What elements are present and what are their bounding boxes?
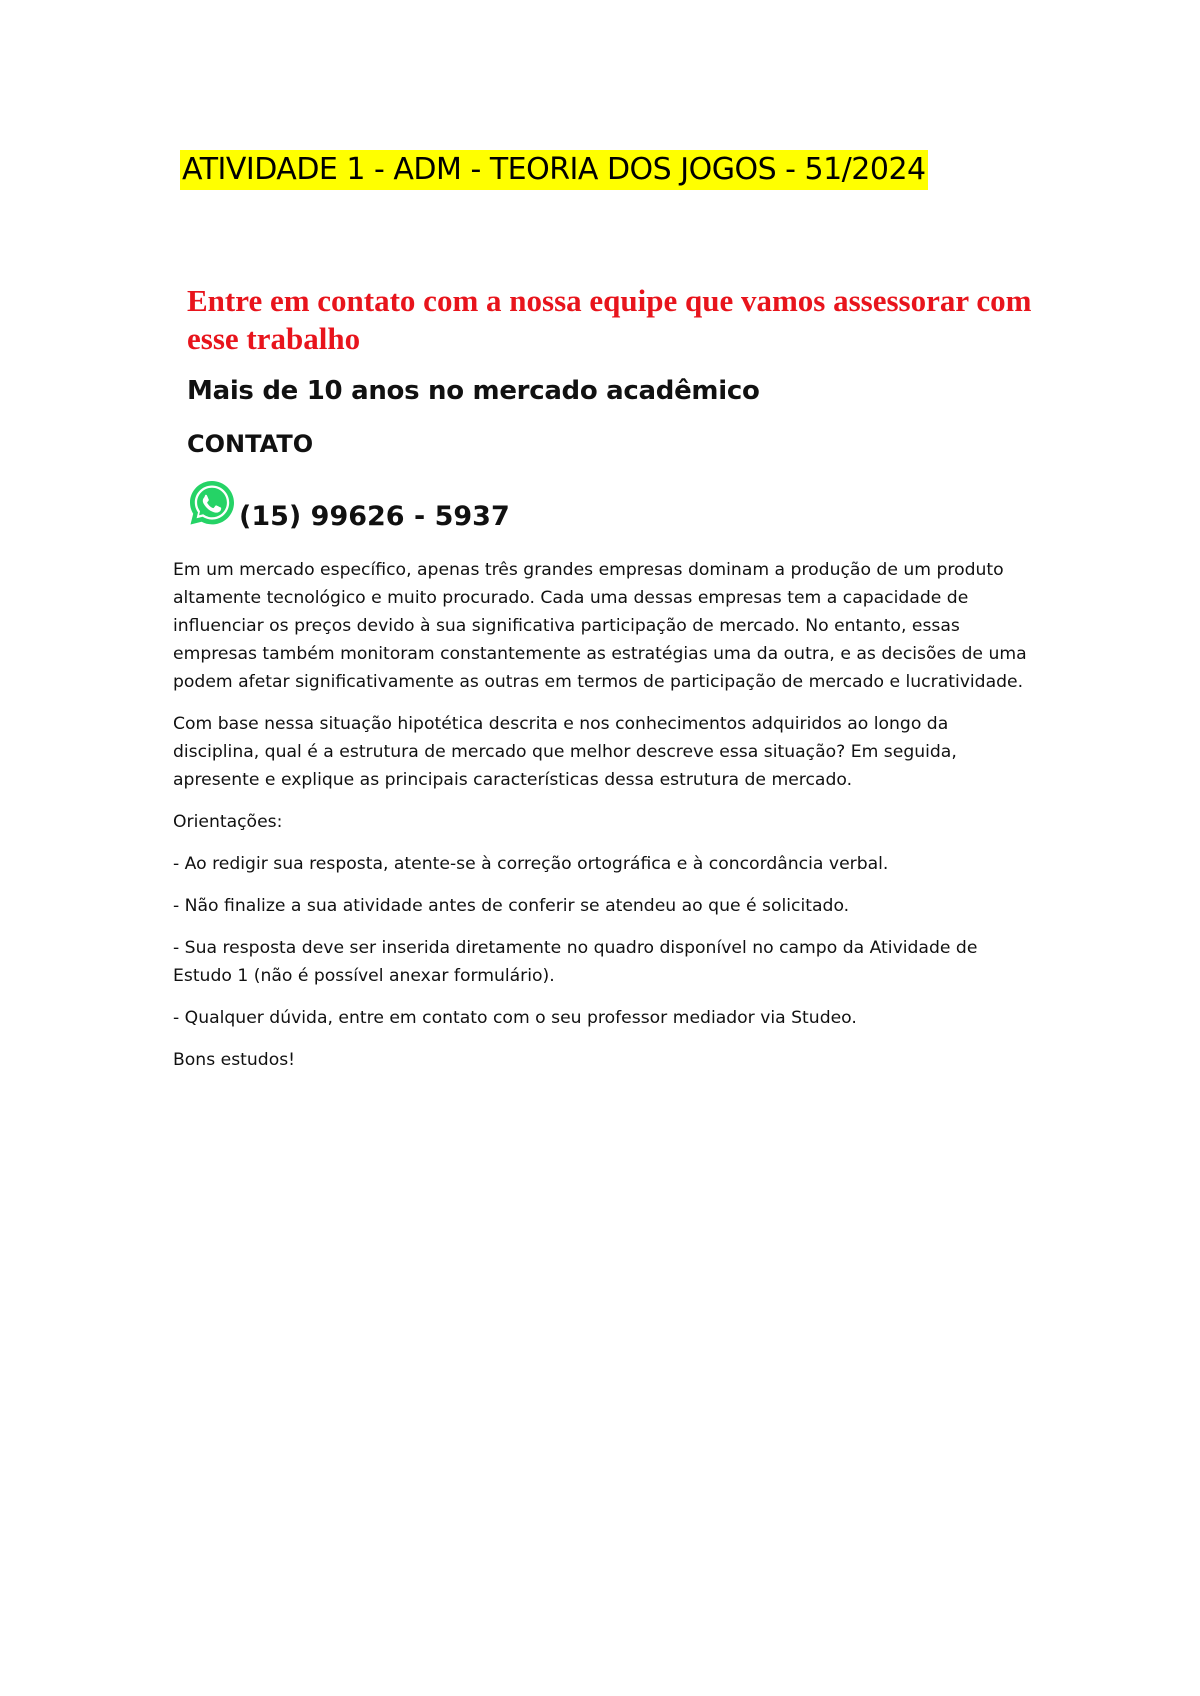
paragraph-guideline-review: - Não finalize a sua atividade antes de conferir se atendeu ao que é solicitado. [173,896,850,916]
paragraph-guideline-questions: - Qualquer dúvida, entre em contato com o seu professor mediador via Studeo. [173,1008,857,1028]
document-title: ATIVIDADE 1 - ADM - TEORIA DOS JOGOS - 51/2024 [180,150,928,190]
promo-text: Entre em contato com a nossa equipe que vamos assessorar com esse trabalho [187,283,1032,356]
paragraph-guidelines-heading: Orientações: [173,812,283,832]
paragraph-guideline-submission: - Sua resposta deve ser inserida diretamente no quadro disponível no campo da Atividade de Estudo 1 (não é possível anexar formulário). [173,938,978,986]
paragraph-question: Com base nessa situação hipotética descrita e nos conhecimentos adquiridos ao longo da disciplina, qual é a estrutura de mercado que melhor descreve essa situação? Em seguida, apresente e explique as principais características dessa estrutura de mercado. [173,714,957,790]
contact-label: CONTATO [187,430,314,458]
whatsapp-icon [187,478,237,528]
phone-row [187,478,687,538]
title-wrap [180,150,1040,190]
paragraph-guideline-spelling: - Ao redigir sua resposta, atente-se à correção ortográfica e à concordância verbal. [173,854,889,874]
body-text [173,556,1033,1088]
paragraph-scenario: Em um mercado específico, apenas três grandes empresas dominam a produção de um produto altamente tecnológico e muito procurado. Cada uma dessas empresas tem a capacidade de influenciar os preços devido à sua significativa participação de mercado. No entanto, essas empresas também monitoram constantemente as estratégias uma da outra, e as decisões de uma podem afetar significativamente as outras em termos de participação de mercado e lucratividade. [173,560,1027,692]
phone-number: (15) 99626 - 5937 [239,501,510,532]
paragraph-closing: Bons estudos! [173,1050,296,1070]
experience-text: Mais de 10 anos no mercado acadêmico [187,376,760,406]
